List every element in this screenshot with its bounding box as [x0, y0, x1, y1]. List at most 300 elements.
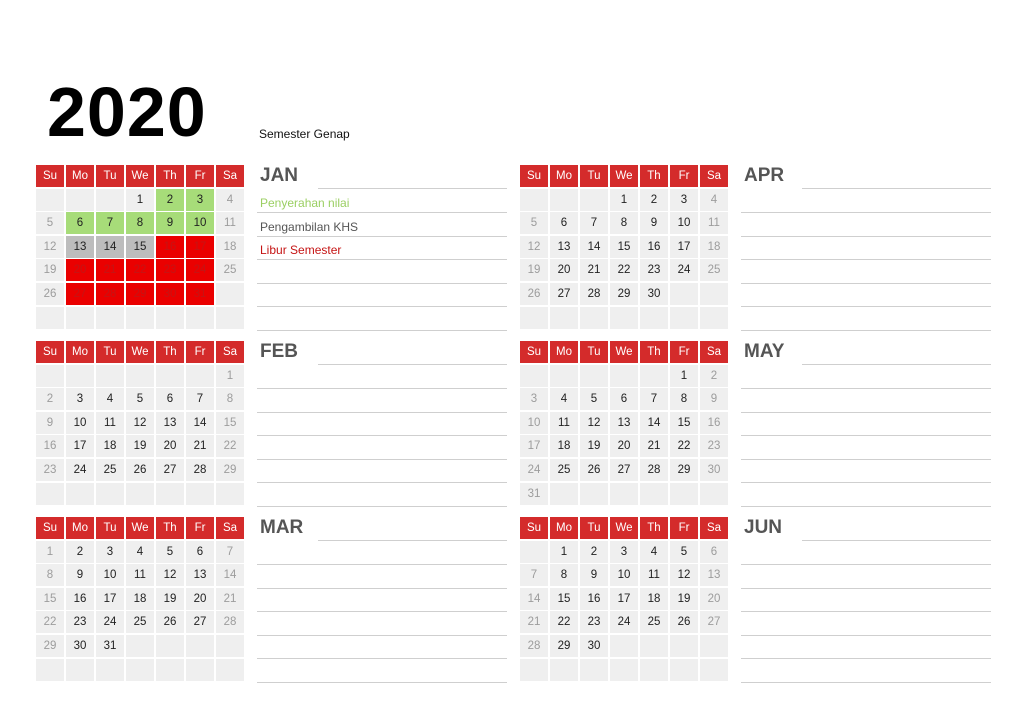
empty-cell [520, 189, 548, 211]
day-cell: 14 [640, 412, 668, 434]
day-cell: 11 [126, 564, 154, 586]
day-cell: 22 [126, 259, 154, 281]
empty-cell [610, 483, 638, 505]
weekday-header: Fr [670, 341, 698, 363]
weekday-header: Sa [216, 165, 244, 187]
weekday-header: Su [520, 341, 548, 363]
day-cell: 28 [216, 611, 244, 633]
day-cell: 3 [96, 541, 124, 563]
weekday-header: We [610, 165, 638, 187]
month-name: MAR [260, 517, 304, 538]
day-cell: 29 [126, 283, 154, 305]
day-cell: 17 [610, 588, 638, 610]
day-cell: 19 [670, 588, 698, 610]
weekday-header: Sa [216, 517, 244, 539]
empty-cell [520, 307, 548, 329]
day-cell: 14 [96, 236, 124, 258]
day-cell: 6 [700, 541, 728, 563]
day-cell: 21 [580, 259, 608, 281]
semester-subtitle: Semester Genap [259, 127, 350, 141]
day-cell: 8 [550, 564, 578, 586]
note-line [257, 635, 507, 636]
day-cell: 3 [670, 189, 698, 211]
day-cell: 2 [700, 365, 728, 387]
note-line [257, 435, 507, 436]
note-line [257, 564, 507, 565]
day-cell: 10 [96, 564, 124, 586]
day-cell: 4 [126, 541, 154, 563]
empty-cell [126, 635, 154, 657]
day-cell: 12 [520, 236, 548, 258]
title-line [318, 540, 507, 541]
empty-cell [36, 483, 64, 505]
day-cell: 2 [156, 189, 184, 211]
empty-cell [156, 659, 184, 681]
weekday-header: Tu [96, 341, 124, 363]
title-line [318, 188, 507, 189]
day-cell: 10 [66, 412, 94, 434]
note-line [257, 388, 507, 389]
day-cell: 6 [550, 212, 578, 234]
day-cell: 18 [216, 236, 244, 258]
empty-cell [700, 659, 728, 681]
day-cell: 19 [580, 435, 608, 457]
day-cell: 7 [520, 564, 548, 586]
empty-cell [36, 659, 64, 681]
day-cell: 23 [66, 611, 94, 633]
empty-cell [216, 307, 244, 329]
empty-cell [156, 365, 184, 387]
empty-cell [550, 189, 578, 211]
weekday-header: Su [36, 517, 64, 539]
day-cell: 21 [186, 435, 214, 457]
day-cell: 12 [36, 236, 64, 258]
day-cell: 30 [640, 283, 668, 305]
weekday-header: Tu [580, 165, 608, 187]
day-cell: 4 [96, 388, 124, 410]
day-cell: 15 [36, 588, 64, 610]
empty-cell [580, 189, 608, 211]
empty-cell [66, 189, 94, 211]
empty-cell [156, 635, 184, 657]
day-cell: 31 [186, 283, 214, 305]
empty-cell [580, 483, 608, 505]
calendar-may [520, 341, 730, 505]
day-cell: 30 [580, 635, 608, 657]
day-cell: 1 [670, 365, 698, 387]
note-line [741, 588, 991, 589]
note-line [741, 412, 991, 413]
day-cell: 26 [520, 283, 548, 305]
day-cell: 28 [640, 459, 668, 481]
weekday-header: Th [156, 341, 184, 363]
day-cell: 27 [700, 611, 728, 633]
notes-feb [257, 341, 507, 511]
empty-cell [580, 307, 608, 329]
empty-cell [700, 635, 728, 657]
day-cell: 7 [640, 388, 668, 410]
note-line [741, 506, 991, 507]
weekday-header: Su [36, 165, 64, 187]
day-cell: 6 [186, 541, 214, 563]
day-cell: 1 [126, 189, 154, 211]
note-line [741, 236, 991, 237]
day-cell: 13 [156, 412, 184, 434]
notes-mar [257, 517, 507, 687]
weekday-header: Fr [186, 165, 214, 187]
month-name: JAN [260, 165, 299, 186]
day-cell: 17 [186, 236, 214, 258]
empty-cell [96, 189, 124, 211]
weekday-header: Su [520, 165, 548, 187]
day-cell: 20 [700, 588, 728, 610]
day-cell: 29 [550, 635, 578, 657]
empty-cell [640, 635, 668, 657]
day-cell: 30 [66, 635, 94, 657]
day-cell: 23 [640, 259, 668, 281]
note-line [257, 588, 507, 589]
month-name: MAY [744, 341, 785, 362]
empty-cell [670, 635, 698, 657]
day-cell: 17 [670, 236, 698, 258]
month-name: FEB [260, 341, 298, 362]
notes-apr [741, 165, 991, 335]
day-cell: 24 [66, 459, 94, 481]
note-line [257, 682, 507, 683]
day-cell: 22 [216, 435, 244, 457]
weekday-header: Sa [216, 341, 244, 363]
empty-cell [610, 307, 638, 329]
day-cell: 17 [66, 435, 94, 457]
day-cell: 23 [580, 611, 608, 633]
day-cell: 8 [216, 388, 244, 410]
empty-cell [216, 483, 244, 505]
title-line [802, 364, 991, 365]
note-line [257, 330, 507, 331]
empty-cell [550, 483, 578, 505]
weekday-header: Su [36, 341, 64, 363]
day-cell: 25 [126, 611, 154, 633]
note-line [741, 611, 991, 612]
day-cell: 13 [186, 564, 214, 586]
empty-cell [156, 483, 184, 505]
note-line [257, 212, 507, 213]
note-line [741, 564, 991, 565]
day-cell: 27 [156, 459, 184, 481]
day-cell: 5 [126, 388, 154, 410]
day-cell: 15 [670, 412, 698, 434]
weekday-header: Fr [186, 517, 214, 539]
empty-cell [36, 307, 64, 329]
weekday-header: Su [520, 517, 548, 539]
day-cell: 16 [700, 412, 728, 434]
day-cell: 27 [550, 283, 578, 305]
day-cell: 24 [96, 611, 124, 633]
day-cell: 20 [66, 259, 94, 281]
weekday-header: Mo [66, 165, 94, 187]
day-cell: 21 [520, 611, 548, 633]
day-cell: 15 [610, 236, 638, 258]
day-cell: 27 [66, 283, 94, 305]
title-line [318, 364, 507, 365]
day-cell: 13 [550, 236, 578, 258]
month-name: JUN [744, 517, 783, 538]
day-cell: 1 [610, 189, 638, 211]
note-line [741, 482, 991, 483]
month-name: APR [744, 165, 785, 186]
day-cell: 3 [186, 189, 214, 211]
day-cell: 18 [550, 435, 578, 457]
calendar-jun [520, 517, 730, 681]
title-line [802, 540, 991, 541]
day-cell: 21 [96, 259, 124, 281]
empty-cell [186, 307, 214, 329]
notes-jun [741, 517, 991, 687]
day-cell: 12 [126, 412, 154, 434]
empty-cell [126, 365, 154, 387]
weekday-header: We [610, 341, 638, 363]
day-cell: 5 [580, 388, 608, 410]
weekday-header: Mo [66, 341, 94, 363]
day-cell: 30 [700, 459, 728, 481]
day-cell: 12 [156, 564, 184, 586]
empty-cell [550, 307, 578, 329]
empty-cell [640, 307, 668, 329]
day-cell: 9 [640, 212, 668, 234]
day-cell: 10 [670, 212, 698, 234]
weekday-header: Sa [700, 341, 728, 363]
empty-cell [96, 659, 124, 681]
day-cell: 4 [640, 541, 668, 563]
day-cell: 16 [580, 588, 608, 610]
note-line [257, 412, 507, 413]
weekday-header: Tu [96, 165, 124, 187]
day-cell: 14 [580, 236, 608, 258]
day-cell: 21 [640, 435, 668, 457]
note-text: Penyerahan nilai [260, 196, 350, 210]
note-line [741, 212, 991, 213]
weekday-header: Sa [700, 517, 728, 539]
day-cell: 8 [670, 388, 698, 410]
day-cell: 5 [520, 212, 548, 234]
note-text: Libur Semester [260, 243, 342, 257]
day-cell: 8 [610, 212, 638, 234]
day-cell: 11 [550, 412, 578, 434]
empty-cell [186, 635, 214, 657]
day-cell: 17 [520, 435, 548, 457]
note-line [741, 658, 991, 659]
day-cell: 24 [186, 259, 214, 281]
day-cell: 11 [216, 212, 244, 234]
day-cell: 13 [610, 412, 638, 434]
day-cell: 28 [520, 635, 548, 657]
day-cell: 28 [96, 283, 124, 305]
day-cell: 11 [96, 412, 124, 434]
weekday-header: Th [156, 165, 184, 187]
note-line [741, 435, 991, 436]
calendar-jan [36, 165, 246, 329]
day-cell: 7 [186, 388, 214, 410]
note-line [741, 388, 991, 389]
day-cell: 4 [550, 388, 578, 410]
day-cell: 1 [550, 541, 578, 563]
empty-cell [156, 307, 184, 329]
note-line [257, 482, 507, 483]
day-cell: 23 [700, 435, 728, 457]
note-line [741, 283, 991, 284]
day-cell: 16 [36, 435, 64, 457]
day-cell: 25 [550, 459, 578, 481]
empty-cell [36, 365, 64, 387]
day-cell: 14 [216, 564, 244, 586]
weekday-header: Mo [550, 165, 578, 187]
day-cell: 14 [520, 588, 548, 610]
day-cell: 22 [550, 611, 578, 633]
notes-jan [257, 165, 507, 335]
weekday-header: We [126, 341, 154, 363]
day-cell: 2 [580, 541, 608, 563]
day-cell: 11 [700, 212, 728, 234]
day-cell: 6 [156, 388, 184, 410]
empty-cell [610, 635, 638, 657]
note-line [741, 306, 991, 307]
day-cell: 19 [520, 259, 548, 281]
weekday-header: Tu [580, 341, 608, 363]
day-cell: 30 [156, 283, 184, 305]
day-cell: 3 [66, 388, 94, 410]
notes-may [741, 341, 991, 511]
empty-cell [186, 659, 214, 681]
day-cell: 25 [216, 259, 244, 281]
day-cell: 18 [96, 435, 124, 457]
note-text: Pengambilan KHS [260, 219, 359, 234]
day-cell: 5 [670, 541, 698, 563]
day-cell: 31 [96, 635, 124, 657]
empty-cell [520, 541, 548, 563]
day-cell: 18 [700, 236, 728, 258]
day-cell: 16 [640, 236, 668, 258]
day-cell: 22 [610, 259, 638, 281]
weekday-header: We [126, 165, 154, 187]
day-cell: 2 [640, 189, 668, 211]
day-cell: 25 [96, 459, 124, 481]
day-cell: 20 [156, 435, 184, 457]
day-cell: 23 [156, 259, 184, 281]
day-cell: 14 [186, 412, 214, 434]
note-line [741, 682, 991, 683]
weekday-header: Th [640, 517, 668, 539]
day-cell: 29 [670, 459, 698, 481]
weekday-header: Fr [186, 341, 214, 363]
note-line [257, 506, 507, 507]
empty-cell [186, 365, 214, 387]
note-line [257, 306, 507, 307]
empty-cell [66, 307, 94, 329]
day-cell: 31 [520, 483, 548, 505]
day-cell: 8 [126, 212, 154, 234]
empty-cell [36, 189, 64, 211]
empty-cell [670, 283, 698, 305]
day-cell: 15 [126, 236, 154, 258]
year-title: 2020 [47, 73, 207, 151]
empty-cell [550, 659, 578, 681]
weekday-header: Th [640, 165, 668, 187]
day-cell: 19 [156, 588, 184, 610]
empty-cell [126, 483, 154, 505]
weekday-header: Mo [66, 517, 94, 539]
weekday-header: Th [640, 341, 668, 363]
day-cell: 13 [66, 236, 94, 258]
empty-cell [96, 483, 124, 505]
day-cell: 3 [520, 388, 548, 410]
weekday-header: Tu [96, 517, 124, 539]
empty-cell [580, 659, 608, 681]
day-cell: 9 [580, 564, 608, 586]
day-cell: 11 [640, 564, 668, 586]
day-cell: 28 [580, 283, 608, 305]
day-cell: 12 [670, 564, 698, 586]
calendar-mar [36, 517, 246, 681]
day-cell: 7 [96, 212, 124, 234]
empty-cell [186, 483, 214, 505]
day-cell: 5 [156, 541, 184, 563]
day-cell: 20 [550, 259, 578, 281]
day-cell: 3 [610, 541, 638, 563]
empty-cell [216, 635, 244, 657]
day-cell: 15 [216, 412, 244, 434]
empty-cell [216, 659, 244, 681]
day-cell: 19 [126, 435, 154, 457]
weekday-header: Sa [700, 165, 728, 187]
empty-cell [700, 483, 728, 505]
empty-cell [670, 307, 698, 329]
day-cell: 26 [580, 459, 608, 481]
day-cell: 10 [520, 412, 548, 434]
note-line [741, 635, 991, 636]
day-cell: 9 [700, 388, 728, 410]
day-cell: 22 [36, 611, 64, 633]
day-cell: 29 [610, 283, 638, 305]
empty-cell [216, 283, 244, 305]
day-cell: 1 [36, 541, 64, 563]
note-line [257, 236, 507, 237]
empty-cell [96, 365, 124, 387]
empty-cell [126, 659, 154, 681]
weekday-header: Mo [550, 517, 578, 539]
day-cell: 4 [216, 189, 244, 211]
empty-cell [640, 365, 668, 387]
day-cell: 24 [670, 259, 698, 281]
empty-cell [670, 483, 698, 505]
note-line [257, 658, 507, 659]
day-cell: 24 [610, 611, 638, 633]
weekday-header: Mo [550, 341, 578, 363]
day-cell: 1 [216, 365, 244, 387]
empty-cell [96, 307, 124, 329]
day-cell: 16 [156, 236, 184, 258]
day-cell: 10 [610, 564, 638, 586]
day-cell: 12 [580, 412, 608, 434]
day-cell: 26 [670, 611, 698, 633]
day-cell: 26 [36, 283, 64, 305]
day-cell: 21 [216, 588, 244, 610]
calendar-feb [36, 341, 246, 505]
day-cell: 13 [700, 564, 728, 586]
empty-cell [700, 307, 728, 329]
empty-cell [700, 283, 728, 305]
day-cell: 23 [36, 459, 64, 481]
day-cell: 27 [610, 459, 638, 481]
